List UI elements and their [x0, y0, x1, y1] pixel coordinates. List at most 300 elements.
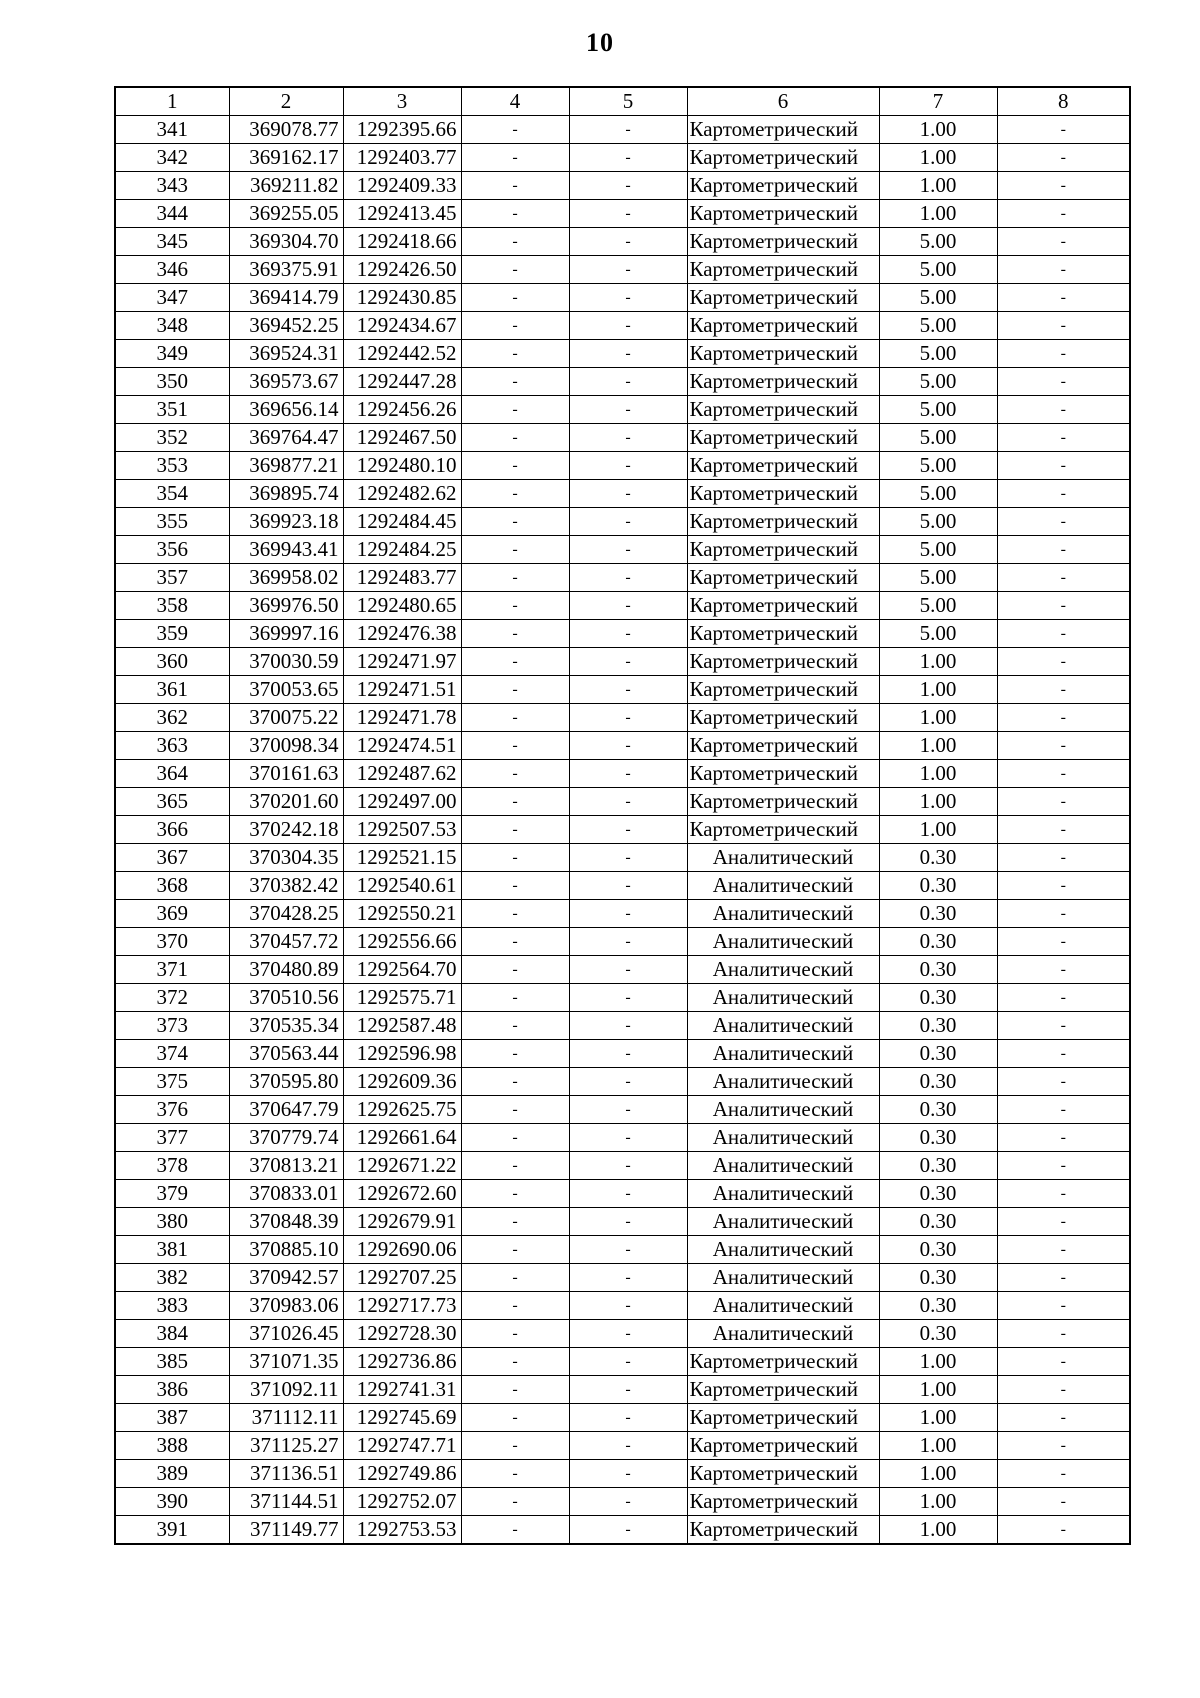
method-cell: Аналитический	[687, 1012, 879, 1040]
column-5-cell: -	[569, 480, 687, 508]
point-number-cell: 353	[115, 452, 229, 480]
method-cell: Картометрический	[687, 788, 879, 816]
method-cell: Картометрический	[687, 1516, 879, 1545]
column-4-cell: -	[461, 1040, 569, 1068]
column-5-cell: -	[569, 116, 687, 144]
y-coordinate-cell: 1292418.66	[343, 228, 461, 256]
y-coordinate-cell: 1292497.00	[343, 788, 461, 816]
y-coordinate-cell: 1292471.78	[343, 704, 461, 732]
y-coordinate-cell: 1292484.25	[343, 536, 461, 564]
column-5-cell: -	[569, 144, 687, 172]
method-cell: Аналитический	[687, 1096, 879, 1124]
x-coordinate-cell: 369375.91	[229, 256, 343, 284]
table-row	[115, 340, 1130, 368]
method-cell: Картометрический	[687, 592, 879, 620]
column-4-cell: -	[461, 256, 569, 284]
method-cell: Аналитический	[687, 956, 879, 984]
accuracy-cell: 0.30	[879, 872, 997, 900]
column-8-cell: -	[997, 312, 1130, 340]
accuracy-cell: 1.00	[879, 760, 997, 788]
table-row	[115, 648, 1130, 676]
accuracy-cell: 1.00	[879, 1432, 997, 1460]
column-5-cell: -	[569, 1292, 687, 1320]
accuracy-cell: 5.00	[879, 564, 997, 592]
x-coordinate-cell: 370030.59	[229, 648, 343, 676]
accuracy-cell: 0.30	[879, 1180, 997, 1208]
point-number-cell: 343	[115, 172, 229, 200]
column-5-cell: -	[569, 1152, 687, 1180]
column-5-cell: -	[569, 452, 687, 480]
table-row	[115, 200, 1130, 228]
accuracy-cell: 5.00	[879, 368, 997, 396]
x-coordinate-cell: 371144.51	[229, 1488, 343, 1516]
table-row	[115, 704, 1130, 732]
column-5-cell: -	[569, 172, 687, 200]
y-coordinate-cell: 1292556.66	[343, 928, 461, 956]
accuracy-cell: 1.00	[879, 116, 997, 144]
column-5-cell: -	[569, 424, 687, 452]
column-8-cell: -	[997, 1152, 1130, 1180]
x-coordinate-cell: 369923.18	[229, 508, 343, 536]
column-5-cell: -	[569, 704, 687, 732]
method-cell: Аналитический	[687, 1180, 879, 1208]
x-coordinate-cell: 369764.47	[229, 424, 343, 452]
x-coordinate-cell: 370942.57	[229, 1264, 343, 1292]
table-row	[115, 1320, 1130, 1348]
accuracy-cell: 5.00	[879, 536, 997, 564]
y-coordinate-cell: 1292741.31	[343, 1376, 461, 1404]
method-cell: Картометрический	[687, 312, 879, 340]
column-8-cell: -	[997, 704, 1130, 732]
x-coordinate-cell: 370098.34	[229, 732, 343, 760]
point-number-cell: 371	[115, 956, 229, 984]
point-number-cell: 359	[115, 620, 229, 648]
accuracy-cell: 1.00	[879, 788, 997, 816]
column-4-cell: -	[461, 1208, 569, 1236]
column-8-cell: -	[997, 284, 1130, 312]
method-cell: Картометрический	[687, 732, 879, 760]
y-coordinate-cell: 1292482.62	[343, 480, 461, 508]
point-number-cell: 368	[115, 872, 229, 900]
column-4-cell: -	[461, 844, 569, 872]
method-cell: Картометрический	[687, 704, 879, 732]
point-number-cell: 342	[115, 144, 229, 172]
accuracy-cell: 0.30	[879, 1096, 997, 1124]
accuracy-cell: 1.00	[879, 1404, 997, 1432]
table-row	[115, 1236, 1130, 1264]
table-row	[115, 592, 1130, 620]
y-coordinate-cell: 1292540.61	[343, 872, 461, 900]
table-body	[115, 116, 1130, 1545]
point-number-cell: 372	[115, 984, 229, 1012]
column-4-cell: -	[461, 676, 569, 704]
x-coordinate-cell: 370510.56	[229, 984, 343, 1012]
column-header: 6	[687, 87, 879, 116]
accuracy-cell: 5.00	[879, 284, 997, 312]
column-8-cell: -	[997, 228, 1130, 256]
accuracy-cell: 1.00	[879, 648, 997, 676]
table-row	[115, 984, 1130, 1012]
x-coordinate-cell: 369656.14	[229, 396, 343, 424]
y-coordinate-cell: 1292564.70	[343, 956, 461, 984]
accuracy-cell: 1.00	[879, 1460, 997, 1488]
method-cell: Картометрический	[687, 760, 879, 788]
method-cell: Картометрический	[687, 284, 879, 312]
table-row	[115, 928, 1130, 956]
method-cell: Картометрический	[687, 172, 879, 200]
y-coordinate-cell: 1292690.06	[343, 1236, 461, 1264]
column-4-cell: -	[461, 200, 569, 228]
accuracy-cell: 0.30	[879, 844, 997, 872]
x-coordinate-cell: 369162.17	[229, 144, 343, 172]
column-5-cell: -	[569, 1516, 687, 1545]
table-row	[115, 732, 1130, 760]
column-5-cell: -	[569, 1404, 687, 1432]
table-row	[115, 368, 1130, 396]
column-5-cell: -	[569, 200, 687, 228]
point-number-cell: 344	[115, 200, 229, 228]
column-header: 5	[569, 87, 687, 116]
accuracy-cell: 5.00	[879, 228, 997, 256]
accuracy-cell: 0.30	[879, 928, 997, 956]
column-8-cell: -	[997, 256, 1130, 284]
x-coordinate-cell: 370647.79	[229, 1096, 343, 1124]
column-5-cell: -	[569, 788, 687, 816]
column-5-cell: -	[569, 396, 687, 424]
method-cell: Аналитический	[687, 984, 879, 1012]
page-number: 10	[586, 28, 614, 57]
column-5-cell: -	[569, 256, 687, 284]
method-cell: Аналитический	[687, 1152, 879, 1180]
accuracy-cell: 5.00	[879, 508, 997, 536]
y-coordinate-cell: 1292480.65	[343, 592, 461, 620]
table-row	[115, 1096, 1130, 1124]
y-coordinate-cell: 1292474.51	[343, 732, 461, 760]
x-coordinate-cell: 369211.82	[229, 172, 343, 200]
accuracy-cell: 1.00	[879, 144, 997, 172]
column-4-cell: -	[461, 1460, 569, 1488]
point-number-cell: 378	[115, 1152, 229, 1180]
y-coordinate-cell: 1292403.77	[343, 144, 461, 172]
column-5-cell: -	[569, 592, 687, 620]
column-8-cell: -	[997, 396, 1130, 424]
table-row	[115, 1152, 1130, 1180]
column-4-cell: -	[461, 984, 569, 1012]
x-coordinate-cell: 370428.25	[229, 900, 343, 928]
accuracy-cell: 1.00	[879, 676, 997, 704]
x-coordinate-cell: 369452.25	[229, 312, 343, 340]
column-8-cell: -	[997, 984, 1130, 1012]
y-coordinate-cell: 1292671.22	[343, 1152, 461, 1180]
point-number-cell: 385	[115, 1348, 229, 1376]
accuracy-cell: 0.30	[879, 1236, 997, 1264]
accuracy-cell: 1.00	[879, 704, 997, 732]
y-coordinate-cell: 1292753.53	[343, 1516, 461, 1545]
accuracy-cell: 0.30	[879, 1124, 997, 1152]
x-coordinate-cell: 369895.74	[229, 480, 343, 508]
x-coordinate-cell: 369078.77	[229, 116, 343, 144]
x-coordinate-cell: 370480.89	[229, 956, 343, 984]
table-row	[115, 872, 1130, 900]
column-4-cell: -	[461, 1292, 569, 1320]
method-cell: Аналитический	[687, 1320, 879, 1348]
column-4-cell: -	[461, 1264, 569, 1292]
y-coordinate-cell: 1292550.21	[343, 900, 461, 928]
column-4-cell: -	[461, 1432, 569, 1460]
x-coordinate-cell: 370201.60	[229, 788, 343, 816]
point-number-cell: 349	[115, 340, 229, 368]
y-coordinate-cell: 1292625.75	[343, 1096, 461, 1124]
table-row	[115, 564, 1130, 592]
column-5-cell: -	[569, 648, 687, 676]
point-number-cell: 364	[115, 760, 229, 788]
method-cell: Картометрический	[687, 648, 879, 676]
column-4-cell: -	[461, 732, 569, 760]
accuracy-cell: 5.00	[879, 592, 997, 620]
column-8-cell: -	[997, 1516, 1130, 1545]
table-row	[115, 956, 1130, 984]
column-4-cell: -	[461, 1152, 569, 1180]
method-cell: Аналитический	[687, 844, 879, 872]
column-5-cell: -	[569, 956, 687, 984]
method-cell: Аналитический	[687, 872, 879, 900]
point-number-cell: 388	[115, 1432, 229, 1460]
point-number-cell: 389	[115, 1460, 229, 1488]
column-8-cell: -	[997, 1376, 1130, 1404]
column-4-cell: -	[461, 312, 569, 340]
column-5-cell: -	[569, 508, 687, 536]
method-cell: Аналитический	[687, 1208, 879, 1236]
column-5-cell: -	[569, 1040, 687, 1068]
column-5-cell: -	[569, 368, 687, 396]
x-coordinate-cell: 369573.67	[229, 368, 343, 396]
x-coordinate-cell: 371092.11	[229, 1376, 343, 1404]
column-8-cell: -	[997, 1236, 1130, 1264]
x-coordinate-cell: 370595.80	[229, 1068, 343, 1096]
x-coordinate-cell: 370161.63	[229, 760, 343, 788]
column-5-cell: -	[569, 1012, 687, 1040]
column-4-cell: -	[461, 1404, 569, 1432]
point-number-cell: 383	[115, 1292, 229, 1320]
method-cell: Картометрический	[687, 480, 879, 508]
accuracy-cell: 5.00	[879, 312, 997, 340]
method-cell: Аналитический	[687, 928, 879, 956]
method-cell: Аналитический	[687, 900, 879, 928]
y-coordinate-cell: 1292484.45	[343, 508, 461, 536]
accuracy-cell: 1.00	[879, 816, 997, 844]
x-coordinate-cell: 369976.50	[229, 592, 343, 620]
column-8-cell: -	[997, 760, 1130, 788]
x-coordinate-cell: 371125.27	[229, 1432, 343, 1460]
point-number-cell: 380	[115, 1208, 229, 1236]
column-5-cell: -	[569, 1488, 687, 1516]
y-coordinate-cell: 1292409.33	[343, 172, 461, 200]
method-cell: Картометрический	[687, 676, 879, 704]
table-row	[115, 116, 1130, 144]
point-number-cell: 358	[115, 592, 229, 620]
method-cell: Картометрический	[687, 228, 879, 256]
column-8-cell: -	[997, 1040, 1130, 1068]
point-number-cell: 379	[115, 1180, 229, 1208]
point-number-cell: 346	[115, 256, 229, 284]
column-4-cell: -	[461, 144, 569, 172]
y-coordinate-cell: 1292752.07	[343, 1488, 461, 1516]
table-row	[115, 536, 1130, 564]
x-coordinate-cell: 370242.18	[229, 816, 343, 844]
point-number-cell: 386	[115, 1376, 229, 1404]
y-coordinate-cell: 1292471.97	[343, 648, 461, 676]
x-coordinate-cell: 370457.72	[229, 928, 343, 956]
column-header: 2	[229, 87, 343, 116]
accuracy-cell: 1.00	[879, 1376, 997, 1404]
method-cell: Картометрический	[687, 1404, 879, 1432]
column-8-cell: -	[997, 1012, 1130, 1040]
column-8-cell: -	[997, 172, 1130, 200]
column-header: 3	[343, 87, 461, 116]
method-cell: Аналитический	[687, 1124, 879, 1152]
y-coordinate-cell: 1292447.28	[343, 368, 461, 396]
column-5-cell: -	[569, 620, 687, 648]
y-coordinate-cell: 1292476.38	[343, 620, 461, 648]
point-number-cell: 352	[115, 424, 229, 452]
accuracy-cell: 0.30	[879, 956, 997, 984]
column-4-cell: -	[461, 536, 569, 564]
y-coordinate-cell: 1292430.85	[343, 284, 461, 312]
table-row	[115, 1488, 1130, 1516]
column-8-cell: -	[997, 648, 1130, 676]
column-4-cell: -	[461, 620, 569, 648]
method-cell: Картометрический	[687, 144, 879, 172]
y-coordinate-cell: 1292661.64	[343, 1124, 461, 1152]
point-number-cell: 365	[115, 788, 229, 816]
point-number-cell: 384	[115, 1320, 229, 1348]
x-coordinate-cell: 370563.44	[229, 1040, 343, 1068]
y-coordinate-cell: 1292587.48	[343, 1012, 461, 1040]
column-5-cell: -	[569, 1096, 687, 1124]
method-cell: Картометрический	[687, 564, 879, 592]
table-row	[115, 900, 1130, 928]
x-coordinate-cell: 369304.70	[229, 228, 343, 256]
column-4-cell: -	[461, 928, 569, 956]
method-cell: Картометрический	[687, 396, 879, 424]
column-4-cell: -	[461, 1180, 569, 1208]
accuracy-cell: 0.30	[879, 1264, 997, 1292]
accuracy-cell: 0.30	[879, 1068, 997, 1096]
column-8-cell: -	[997, 1404, 1130, 1432]
column-header: 7	[879, 87, 997, 116]
point-number-cell: 362	[115, 704, 229, 732]
point-number-cell: 348	[115, 312, 229, 340]
table-row	[115, 1264, 1130, 1292]
column-5-cell: -	[569, 312, 687, 340]
column-8-cell: -	[997, 200, 1130, 228]
point-number-cell: 354	[115, 480, 229, 508]
column-5-cell: -	[569, 1208, 687, 1236]
method-cell: Картометрический	[687, 1488, 879, 1516]
x-coordinate-cell: 371136.51	[229, 1460, 343, 1488]
column-header: 8	[997, 87, 1130, 116]
column-8-cell: -	[997, 1292, 1130, 1320]
column-5-cell: -	[569, 900, 687, 928]
x-coordinate-cell: 370535.34	[229, 1012, 343, 1040]
column-4-cell: -	[461, 956, 569, 984]
column-8-cell: -	[997, 1124, 1130, 1152]
point-number-cell: 366	[115, 816, 229, 844]
y-coordinate-cell: 1292471.51	[343, 676, 461, 704]
accuracy-cell: 0.30	[879, 900, 997, 928]
y-coordinate-cell: 1292395.66	[343, 116, 461, 144]
column-5-cell: -	[569, 1124, 687, 1152]
column-4-cell: -	[461, 396, 569, 424]
y-coordinate-cell: 1292413.45	[343, 200, 461, 228]
column-8-cell: -	[997, 928, 1130, 956]
column-5-cell: -	[569, 1460, 687, 1488]
x-coordinate-cell: 370813.21	[229, 1152, 343, 1180]
column-4-cell: -	[461, 424, 569, 452]
column-8-cell: -	[997, 872, 1130, 900]
column-4-cell: -	[461, 452, 569, 480]
table-row	[115, 144, 1130, 172]
x-coordinate-cell: 371149.77	[229, 1516, 343, 1545]
point-number-cell: 391	[115, 1516, 229, 1545]
column-8-cell: -	[997, 1348, 1130, 1376]
y-coordinate-cell: 1292679.91	[343, 1208, 461, 1236]
point-number-cell: 376	[115, 1096, 229, 1124]
column-4-cell: -	[461, 872, 569, 900]
accuracy-cell: 1.00	[879, 732, 997, 760]
x-coordinate-cell: 371112.11	[229, 1404, 343, 1432]
accuracy-cell: 5.00	[879, 480, 997, 508]
accuracy-cell: 5.00	[879, 452, 997, 480]
point-number-cell: 390	[115, 1488, 229, 1516]
table-row	[115, 284, 1130, 312]
column-5-cell: -	[569, 1236, 687, 1264]
column-5-cell: -	[569, 1376, 687, 1404]
method-cell: Аналитический	[687, 1040, 879, 1068]
accuracy-cell: 5.00	[879, 340, 997, 368]
column-4-cell: -	[461, 816, 569, 844]
table-row	[115, 844, 1130, 872]
method-cell: Картометрический	[687, 1376, 879, 1404]
accuracy-cell: 0.30	[879, 1012, 997, 1040]
point-number-cell: 356	[115, 536, 229, 564]
accuracy-cell: 0.30	[879, 1040, 997, 1068]
accuracy-cell: 1.00	[879, 1488, 997, 1516]
column-4-cell: -	[461, 508, 569, 536]
table-row	[115, 508, 1130, 536]
point-number-cell: 350	[115, 368, 229, 396]
column-4-cell: -	[461, 1488, 569, 1516]
column-8-cell: -	[997, 1096, 1130, 1124]
x-coordinate-cell: 370885.10	[229, 1236, 343, 1264]
x-coordinate-cell: 369524.31	[229, 340, 343, 368]
column-4-cell: -	[461, 1348, 569, 1376]
point-number-cell: 382	[115, 1264, 229, 1292]
column-4-cell: -	[461, 228, 569, 256]
y-coordinate-cell: 1292507.53	[343, 816, 461, 844]
method-cell: Картометрический	[687, 816, 879, 844]
y-coordinate-cell: 1292480.10	[343, 452, 461, 480]
accuracy-cell: 0.30	[879, 1152, 997, 1180]
point-number-cell: 361	[115, 676, 229, 704]
column-4-cell: -	[461, 284, 569, 312]
column-8-cell: -	[997, 424, 1130, 452]
method-cell: Картометрический	[687, 116, 879, 144]
column-4-cell: -	[461, 592, 569, 620]
column-5-cell: -	[569, 228, 687, 256]
table-row	[115, 172, 1130, 200]
column-8-cell: -	[997, 676, 1130, 704]
